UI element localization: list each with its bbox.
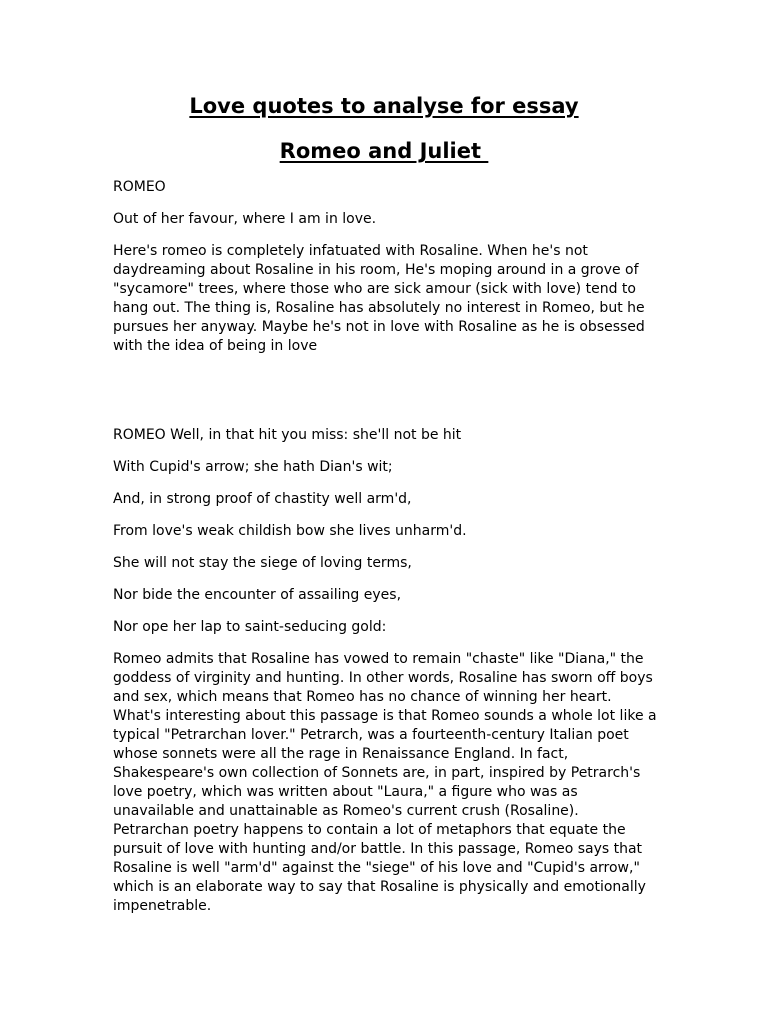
document-title: Love quotes to analyse for essay [189, 94, 579, 118]
verse-line: And, in strong proof of chastity well arm'd, [113, 491, 412, 507]
analysis-paragraph: Here's romeo is completely infatuated with Rosaline. When he's not daydreaming about Rosaline in his room, He's moping around in a grove of "sycamore" trees, where those who are sick amour (sick with love) tend to hang out. The thing is, Rosaline has absolutely no interest in Romeo, but he pursues her anyway. Maybe he's not in love with Rosaline as he is obsessed with the idea of being in love [113, 243, 645, 354]
blank-space [113, 369, 658, 426]
verse-line: She will not stay the siege of loving terms, [113, 555, 412, 571]
verse-line: ROMEO Well, in that hit you miss: she'll not be hit [113, 427, 462, 443]
quote-line: Out of her favour, where I am in love. [113, 211, 377, 227]
verse-line: With Cupid's arrow; she hath Dian's wit; [113, 459, 393, 475]
verse-line: From love's weak childish bow she lives unharm'd. [113, 523, 467, 539]
verse-line: Nor bide the encounter of assailing eyes, [113, 587, 402, 603]
document-subtitle: Romeo and Juliet [279, 139, 489, 163]
document-body [113, 178, 658, 929]
verse-line: Nor ope her lap to saint-seducing gold: [113, 619, 387, 635]
speaker-label: ROMEO [113, 179, 166, 195]
analysis-paragraph: Romeo admits that Rosaline has vowed to remain "chaste" like "Diana," the goddess of virginity and hunting. In other words, Rosaline has sworn off boys and sex, which means that Romeo has no chance of winning her heart. What's interesting about this passage is that Romeo sounds a whole lot like a typical "Petrarchan lover." Petrarch, was a fourteenth-century Italian poet whose sonnets were all the rage in Renaissance England. In fact, Shakespeare's own collection of Sonnets are, in part, inspired by Petrarch's love poetry, which was written about "Laura," a figure who was as unavailable and unattainable as Romeo's current crush (Rosaline). Petrarchan poetry happens to contain a lot of metaphors that equate the pursuit of love with hunting and/or battle. In this passage, Romeo says that Rosaline is well "arm'd" against the "siege" of his love and "Cupid's arrow," which is an elaborate way to say that Rosaline is physically and emotionally impenetrable. [113, 651, 657, 914]
